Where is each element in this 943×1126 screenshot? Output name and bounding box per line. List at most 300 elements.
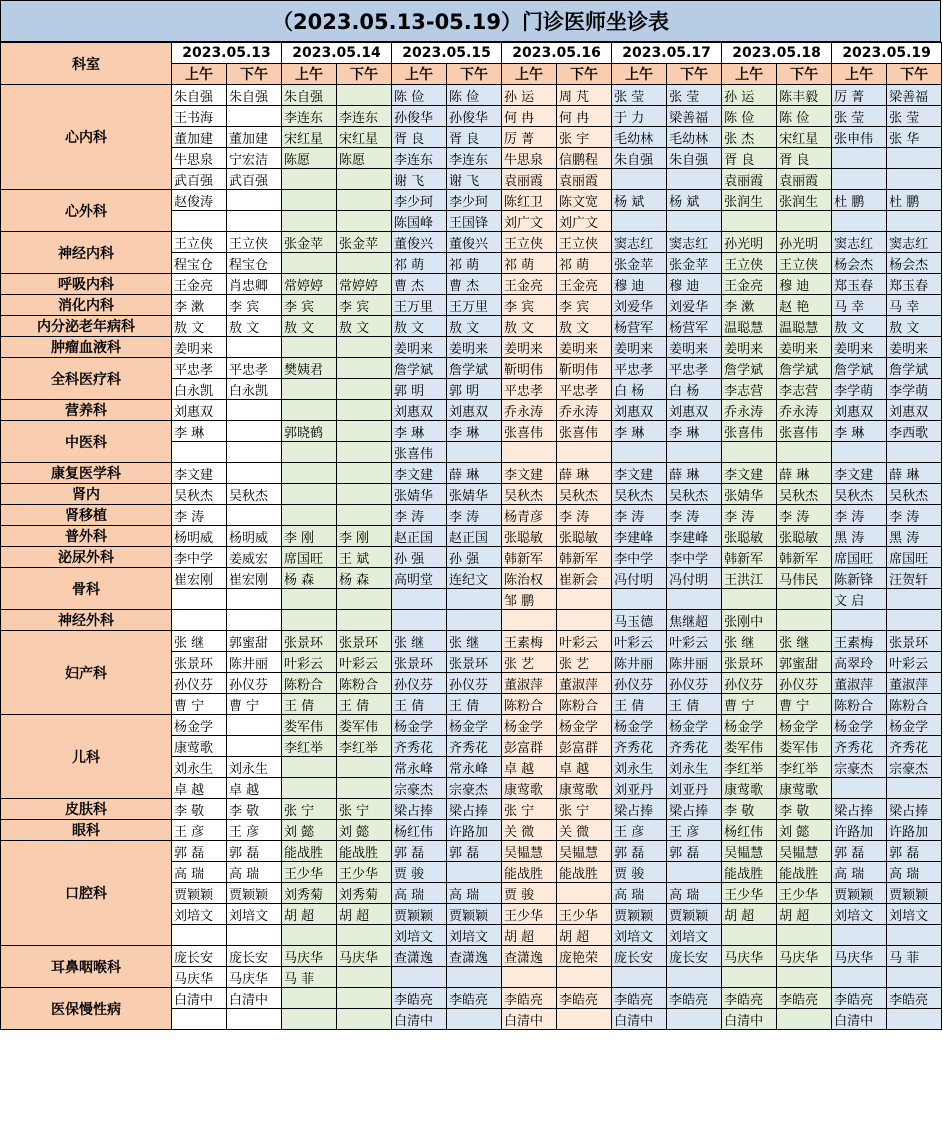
doctor-cell [172, 925, 227, 946]
doctor-cell: 刘惠双 [887, 400, 942, 421]
doctor-cell: 孙仪芬 [722, 673, 777, 694]
doctor-cell [337, 757, 392, 778]
doctor-cell: 窦志红 [832, 232, 887, 253]
table-row [1, 820, 942, 841]
doctor-cell [282, 169, 337, 190]
doctor-cell: 牛思泉 [172, 148, 227, 169]
doctor-cell: 庞长安 [667, 946, 722, 967]
doctor-cell [337, 463, 392, 484]
doctor-cell: 马庆华 [832, 946, 887, 967]
doctor-cell: 马玉德 [612, 610, 667, 631]
doctor-cell: 杨明威 [172, 526, 227, 547]
doctor-cell: 杨 斌 [612, 190, 667, 211]
pm-header: 下午 [557, 64, 612, 85]
doctor-cell [777, 1009, 832, 1030]
doctor-cell: 李建峰 [612, 526, 667, 547]
doctor-cell: 李 涛 [777, 505, 832, 526]
doctor-cell [337, 85, 392, 106]
doctor-cell: 赵正国 [447, 526, 502, 547]
doctor-cell: 刘培文 [392, 925, 447, 946]
doctor-cell: 于 力 [612, 106, 667, 127]
doctor-cell: 平忠孝 [612, 358, 667, 379]
doctor-cell: 宋红星 [337, 127, 392, 148]
doctor-cell: 吴秋杰 [502, 484, 557, 505]
doctor-cell: 汪贺轩 [887, 568, 942, 589]
department-name: 肾内 [1, 484, 172, 505]
doctor-cell: 崔新会 [557, 568, 612, 589]
doctor-cell [832, 778, 887, 799]
pm-header: 下午 [337, 64, 392, 85]
doctor-cell [832, 967, 887, 988]
doctor-cell: 李文建 [722, 463, 777, 484]
doctor-cell: 杨金学 [887, 715, 942, 736]
doctor-cell: 李 涛 [172, 505, 227, 526]
doctor-cell: 姜明来 [887, 337, 942, 358]
doctor-cell: 李 琳 [172, 421, 227, 442]
department-name: 中医科 [1, 421, 172, 463]
pm-header: 下午 [777, 64, 832, 85]
doctor-cell: 刘永生 [172, 757, 227, 778]
doctor-cell: 薛 琳 [777, 463, 832, 484]
doctor-cell: 王洪江 [722, 568, 777, 589]
doctor-cell: 庞长安 [612, 946, 667, 967]
doctor-cell: 常婷婷 [282, 274, 337, 295]
doctor-cell: 厉 菁 [832, 85, 887, 106]
doctor-cell [887, 442, 942, 463]
doctor-cell: 董加建 [227, 127, 282, 148]
doctor-cell [227, 106, 282, 127]
doctor-cell [282, 211, 337, 232]
table-row [1, 295, 942, 316]
doctor-cell: 康莺歌 [722, 778, 777, 799]
doctor-cell: 马庆华 [172, 967, 227, 988]
doctor-cell: 王 彦 [172, 820, 227, 841]
doctor-cell: 刘 懿 [777, 820, 832, 841]
doctor-cell: 杨营军 [667, 316, 722, 337]
doctor-cell: 杨金学 [172, 715, 227, 736]
doctor-cell [282, 778, 337, 799]
doctor-cell: 张 宁 [557, 799, 612, 820]
doctor-cell: 张喜伟 [557, 421, 612, 442]
doctor-cell: 陈井丽 [667, 652, 722, 673]
doctor-cell: 康莺歌 [502, 778, 557, 799]
department-name: 康复医学科 [1, 463, 172, 484]
doctor-cell: 平忠孝 [667, 358, 722, 379]
doctor-cell: 王 斌 [337, 547, 392, 568]
doctor-cell [337, 1009, 392, 1030]
doctor-cell [172, 442, 227, 463]
doctor-cell [447, 610, 502, 631]
doctor-cell: 高 瑞 [172, 862, 227, 883]
doctor-cell: 叶彩云 [612, 631, 667, 652]
doctor-cell: 邹 鹏 [502, 589, 557, 610]
doctor-cell: 杨会杰 [832, 253, 887, 274]
doctor-cell: 张聪敏 [557, 526, 612, 547]
doctor-cell: 白 杨 [612, 379, 667, 400]
doctor-cell [337, 358, 392, 379]
department-name: 泌尿外科 [1, 547, 172, 568]
doctor-cell: 李 敬 [227, 799, 282, 820]
doctor-cell: 李皓亮 [887, 988, 942, 1009]
department-name: 神经外科 [1, 610, 172, 631]
doctor-cell: 白永凯 [172, 379, 227, 400]
doctor-cell: 张 莹 [612, 85, 667, 106]
doctor-cell: 刘惠双 [447, 400, 502, 421]
doctor-cell: 李连东 [337, 106, 392, 127]
doctor-cell: 常永峰 [447, 757, 502, 778]
doctor-cell: 张聪敏 [722, 526, 777, 547]
doctor-cell: 李皓亮 [612, 988, 667, 1009]
doctor-cell: 敖 文 [832, 316, 887, 337]
doctor-cell [777, 925, 832, 946]
doctor-cell: 娄军伟 [282, 715, 337, 736]
doctor-cell: 齐秀花 [887, 736, 942, 757]
table-row [1, 274, 942, 295]
doctor-cell: 高 瑞 [667, 883, 722, 904]
doctor-cell: 敖 文 [337, 316, 392, 337]
doctor-cell: 张 宁 [502, 799, 557, 820]
doctor-cell [172, 610, 227, 631]
doctor-cell: 郭 磊 [392, 841, 447, 862]
doctor-cell [722, 589, 777, 610]
doctor-cell: 张 莹 [887, 106, 942, 127]
department-name: 骨科 [1, 568, 172, 610]
doctor-cell [227, 589, 282, 610]
doctor-cell: 曹 宁 [777, 694, 832, 715]
doctor-cell: 白清中 [832, 1009, 887, 1030]
doctor-cell: 朱自强 [667, 148, 722, 169]
doctor-cell: 李皓亮 [392, 988, 447, 1009]
doctor-cell: 赵俊涛 [172, 190, 227, 211]
doctor-cell: 王立侠 [227, 232, 282, 253]
doctor-cell: 樊姨君 [282, 358, 337, 379]
doctor-cell: 薛 琳 [667, 463, 722, 484]
doctor-cell: 乔永涛 [502, 400, 557, 421]
doctor-cell: 黑 涛 [887, 526, 942, 547]
doctor-cell: 白清中 [172, 988, 227, 1009]
department-name: 医保慢性病 [1, 988, 172, 1030]
doctor-cell [447, 442, 502, 463]
doctor-cell: 刘惠双 [172, 400, 227, 421]
doctor-cell: 祁 萌 [502, 253, 557, 274]
doctor-cell: 王立侠 [777, 253, 832, 274]
doctor-cell: 韩新军 [502, 547, 557, 568]
doctor-cell: 吴秋杰 [667, 484, 722, 505]
doctor-cell: 卓 越 [557, 757, 612, 778]
doctor-cell: 谢 飞 [447, 169, 502, 190]
doctor-cell: 王少华 [722, 883, 777, 904]
date-header: 2023.05.15 [392, 43, 502, 64]
doctor-cell: 孙 运 [722, 85, 777, 106]
doctor-cell: 朱自强 [612, 148, 667, 169]
doctor-cell: 陈文宽 [557, 190, 612, 211]
doctor-cell: 郭 磊 [172, 841, 227, 862]
doctor-cell: 贾颖颖 [612, 904, 667, 925]
doctor-cell: 朱自强 [282, 85, 337, 106]
department-name: 消化内科 [1, 295, 172, 316]
department-name: 营养科 [1, 400, 172, 421]
doctor-cell: 王书海 [172, 106, 227, 127]
doctor-cell: 张景环 [722, 652, 777, 673]
doctor-cell: 宁宏洁 [227, 148, 282, 169]
doctor-cell: 王金亮 [172, 274, 227, 295]
doctor-cell [282, 253, 337, 274]
doctor-cell [667, 169, 722, 190]
doctor-cell: 何 冉 [502, 106, 557, 127]
doctor-cell [887, 1009, 942, 1030]
doctor-cell: 胡 超 [777, 904, 832, 925]
doctor-cell [777, 610, 832, 631]
table-row [1, 946, 942, 967]
am-header: 上午 [282, 64, 337, 85]
doctor-cell [887, 169, 942, 190]
doctor-cell [227, 715, 282, 736]
doctor-cell: 胡 超 [502, 925, 557, 946]
doctor-cell: 常永峰 [392, 757, 447, 778]
doctor-cell [337, 421, 392, 442]
doctor-cell: 李皓亮 [832, 988, 887, 1009]
doctor-cell: 梁占捧 [832, 799, 887, 820]
doctor-cell: 肖忠卿 [227, 274, 282, 295]
doctor-cell: 李皓亮 [722, 988, 777, 1009]
doctor-cell [557, 442, 612, 463]
table-row [1, 400, 942, 421]
doctor-cell [227, 463, 282, 484]
doctor-cell: 张 继 [392, 631, 447, 652]
doctor-cell: 陈丰毅 [777, 85, 832, 106]
doctor-cell: 查潇逸 [502, 946, 557, 967]
doctor-cell [337, 505, 392, 526]
doctor-cell: 杨金学 [502, 715, 557, 736]
doctor-cell: 陈治权 [502, 568, 557, 589]
date-header-row [1, 43, 942, 64]
doctor-cell: 王 倩 [447, 694, 502, 715]
doctor-cell: 贾颖颖 [667, 904, 722, 925]
doctor-cell: 程宝仓 [172, 253, 227, 274]
doctor-cell: 李 漱 [722, 295, 777, 316]
doctor-cell: 李 涛 [722, 505, 777, 526]
doctor-cell: 姜明来 [777, 337, 832, 358]
doctor-cell: 张婧华 [722, 484, 777, 505]
doctor-cell: 高 瑞 [392, 883, 447, 904]
doctor-cell: 李连东 [282, 106, 337, 127]
doctor-cell: 董俊兴 [392, 232, 447, 253]
doctor-cell: 白清中 [227, 988, 282, 1009]
doctor-cell: 张金苹 [337, 232, 392, 253]
doctor-cell: 郭 磊 [612, 841, 667, 862]
doctor-cell: 马 幸 [887, 295, 942, 316]
doctor-cell [832, 610, 887, 631]
doctor-cell: 董加建 [172, 127, 227, 148]
doctor-cell: 查潇逸 [447, 946, 502, 967]
doctor-cell: 孙俊华 [447, 106, 502, 127]
doctor-cell: 李文建 [172, 463, 227, 484]
doctor-cell: 刘培文 [172, 904, 227, 925]
doctor-cell: 能战胜 [502, 862, 557, 883]
doctor-cell: 刘永生 [667, 757, 722, 778]
doctor-cell: 李 琳 [447, 421, 502, 442]
doctor-cell: 刘培文 [667, 925, 722, 946]
doctor-cell: 祁 萌 [447, 253, 502, 274]
doctor-cell [337, 379, 392, 400]
doctor-cell: 詹学斌 [392, 358, 447, 379]
doctor-cell: 刘惠双 [667, 400, 722, 421]
doctor-cell: 王金亮 [722, 274, 777, 295]
doctor-cell: 孙俊华 [392, 106, 447, 127]
doctor-cell: 康莺歌 [172, 736, 227, 757]
doctor-cell [502, 442, 557, 463]
doctor-cell [557, 967, 612, 988]
doctor-cell: 姜明来 [832, 337, 887, 358]
doctor-cell: 杨会杰 [887, 253, 942, 274]
pm-header: 下午 [667, 64, 722, 85]
doctor-cell: 李学萌 [887, 379, 942, 400]
doctor-cell: 关 微 [557, 820, 612, 841]
doctor-cell: 董淑萍 [502, 673, 557, 694]
table-row [1, 988, 942, 1009]
doctor-cell: 王立侠 [557, 232, 612, 253]
doctor-cell: 王 倩 [337, 694, 392, 715]
doctor-cell: 彭富群 [557, 736, 612, 757]
doctor-cell: 李西歌 [887, 421, 942, 442]
doctor-cell: 王素梅 [502, 631, 557, 652]
doctor-cell [337, 967, 392, 988]
doctor-cell: 陈井丽 [612, 652, 667, 673]
doctor-cell: 张 莹 [667, 85, 722, 106]
doctor-cell: 白永凯 [227, 379, 282, 400]
doctor-cell: 王 彦 [227, 820, 282, 841]
doctor-cell: 张景环 [447, 652, 502, 673]
doctor-cell [887, 610, 942, 631]
doctor-cell: 敖 文 [502, 316, 557, 337]
doctor-cell [447, 589, 502, 610]
doctor-cell: 袁丽霞 [722, 169, 777, 190]
doctor-cell: 贾颖颖 [887, 883, 942, 904]
doctor-cell: 韩新军 [777, 547, 832, 568]
doctor-cell: 孙光明 [722, 232, 777, 253]
doctor-cell [282, 505, 337, 526]
doctor-cell: 王 倩 [667, 694, 722, 715]
doctor-cell: 曹 宁 [722, 694, 777, 715]
doctor-cell: 孙 强 [392, 547, 447, 568]
doctor-cell: 何 冉 [557, 106, 612, 127]
doctor-cell: 吴韫慧 [722, 841, 777, 862]
doctor-cell: 平忠孝 [557, 379, 612, 400]
doctor-cell: 刘广文 [502, 211, 557, 232]
doctor-cell: 曹 杰 [392, 274, 447, 295]
department-name: 妇产科 [1, 631, 172, 715]
doctor-cell: 曹 宁 [172, 694, 227, 715]
doctor-cell: 陈粉合 [887, 694, 942, 715]
doctor-cell: 庞长安 [227, 946, 282, 967]
doctor-cell: 李 宾 [282, 295, 337, 316]
doctor-cell: 孙仪芬 [172, 673, 227, 694]
doctor-cell: 平忠孝 [227, 358, 282, 379]
doctor-cell: 胡 超 [282, 904, 337, 925]
doctor-cell: 叶彩云 [282, 652, 337, 673]
doctor-cell: 平忠孝 [172, 358, 227, 379]
doctor-cell [282, 463, 337, 484]
doctor-cell: 能战胜 [557, 862, 612, 883]
doctor-cell: 杨金学 [832, 715, 887, 736]
doctor-cell: 宗豪杰 [447, 778, 502, 799]
doctor-cell: 郭蜜甜 [227, 631, 282, 652]
doctor-cell: 马 菲 [887, 946, 942, 967]
doctor-cell: 杨红伟 [722, 820, 777, 841]
doctor-cell: 薛 琳 [557, 463, 612, 484]
doctor-cell: 敖 文 [447, 316, 502, 337]
doctor-cell: 梁善福 [667, 106, 722, 127]
doctor-cell [227, 190, 282, 211]
doctor-cell [722, 211, 777, 232]
doctor-cell: 冯付明 [612, 568, 667, 589]
doctor-cell: 王立侠 [502, 232, 557, 253]
doctor-cell: 袁丽霞 [777, 169, 832, 190]
doctor-cell: 李文建 [832, 463, 887, 484]
doctor-cell [337, 211, 392, 232]
doctor-cell: 李文建 [612, 463, 667, 484]
doctor-cell: 董淑萍 [887, 673, 942, 694]
table-row [1, 463, 942, 484]
doctor-cell: 郭 磊 [887, 841, 942, 862]
doctor-cell: 詹学斌 [722, 358, 777, 379]
doctor-cell: 关 微 [502, 820, 557, 841]
doctor-cell: 胥 良 [447, 127, 502, 148]
doctor-cell: 王立侠 [722, 253, 777, 274]
doctor-cell: 张聪敏 [777, 526, 832, 547]
doctor-cell [172, 211, 227, 232]
doctor-cell [502, 610, 557, 631]
department-name: 呼吸内科 [1, 274, 172, 295]
doctor-cell [502, 967, 557, 988]
doctor-cell [557, 883, 612, 904]
doctor-cell: 武百强 [172, 169, 227, 190]
doctor-cell: 刘爱华 [667, 295, 722, 316]
doctor-cell: 黑 涛 [832, 526, 887, 547]
doctor-cell: 朱自强 [172, 85, 227, 106]
department-name: 耳鼻咽喉科 [1, 946, 172, 988]
doctor-cell: 王少华 [502, 904, 557, 925]
doctor-cell: 乔永涛 [777, 400, 832, 421]
doctor-cell: 高 瑞 [612, 883, 667, 904]
doctor-cell: 程宝仓 [227, 253, 282, 274]
doctor-cell [227, 421, 282, 442]
doctor-cell: 张 艺 [502, 652, 557, 673]
doctor-cell: 张喜伟 [722, 421, 777, 442]
doctor-cell [392, 589, 447, 610]
doctor-cell: 刘培文 [832, 904, 887, 925]
doctor-cell: 张 继 [172, 631, 227, 652]
doctor-cell [337, 778, 392, 799]
doctor-cell: 杨金学 [557, 715, 612, 736]
doctor-cell [887, 589, 942, 610]
schedule-body [1, 85, 942, 1030]
doctor-cell: 姜明来 [392, 337, 447, 358]
doctor-cell: 李连东 [447, 148, 502, 169]
doctor-cell: 贾颖颖 [832, 883, 887, 904]
department-name: 肿瘤血液科 [1, 337, 172, 358]
doctor-cell: 白 杨 [667, 379, 722, 400]
doctor-cell: 马伟民 [777, 568, 832, 589]
department-name: 心内科 [1, 85, 172, 190]
doctor-cell: 崔宏刚 [227, 568, 282, 589]
doctor-cell: 吴秋杰 [777, 484, 832, 505]
doctor-cell: 娄军伟 [337, 715, 392, 736]
doctor-cell: 王少华 [557, 904, 612, 925]
table-row [1, 337, 942, 358]
department-name: 心外科 [1, 190, 172, 232]
doctor-cell: 吴秋杰 [227, 484, 282, 505]
